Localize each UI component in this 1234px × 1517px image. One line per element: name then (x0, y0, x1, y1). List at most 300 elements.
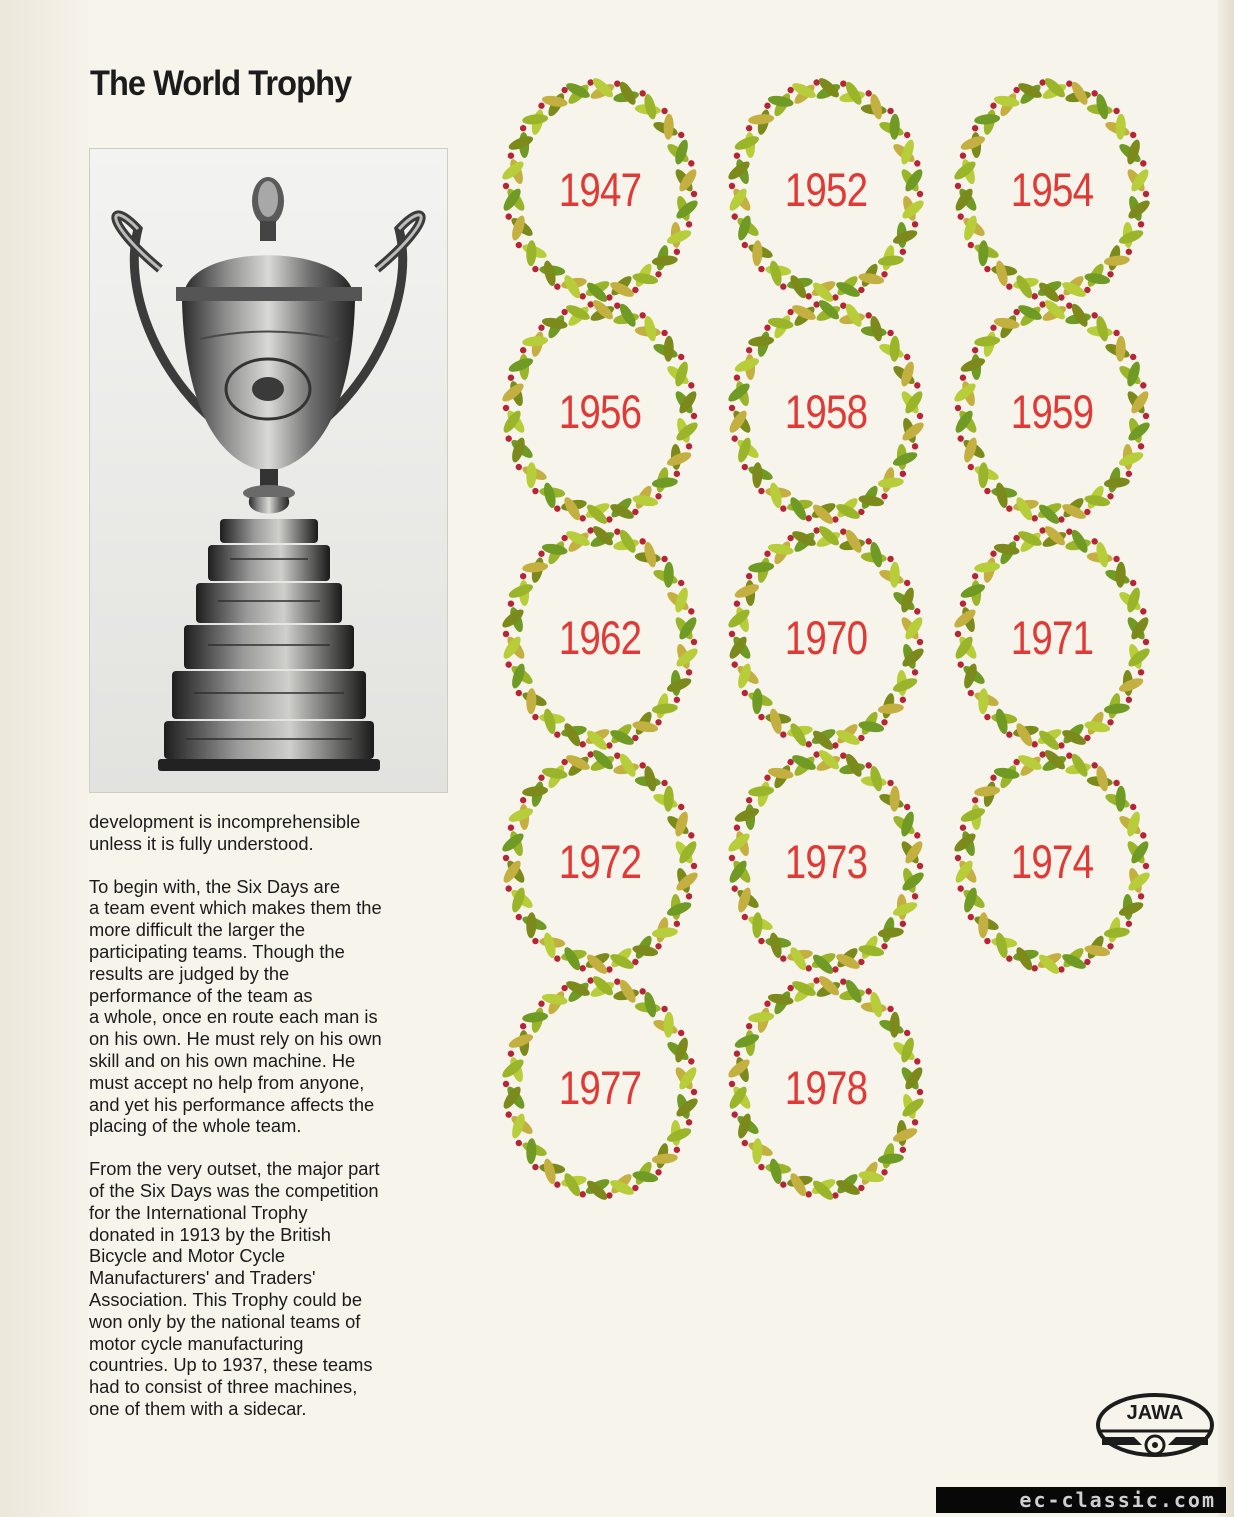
laurel-berry (1139, 159, 1147, 167)
victory-year: 1978 (784, 1061, 868, 1114)
laurel-berry (519, 124, 528, 133)
laurel-berry (505, 885, 513, 893)
laurel-berry (1066, 80, 1073, 87)
victory-year: 1972 (558, 835, 642, 888)
watermark-text: ec-classic.com (1019, 1488, 1216, 1512)
laurel-leaf (748, 561, 775, 574)
laurel-berry (503, 183, 509, 189)
laurel-berry (740, 689, 749, 698)
victory-wreath (731, 530, 921, 752)
laurel-berry (913, 159, 921, 167)
laurel-leaf (974, 113, 1001, 126)
laurel-leaf (877, 702, 904, 715)
laurel-berry (1031, 515, 1038, 522)
laurel-berry (514, 1139, 523, 1148)
laurel-berry (579, 965, 586, 972)
laurel-leaf (522, 561, 549, 574)
laurel-leaf (526, 912, 537, 938)
laurel-berry (903, 131, 912, 140)
laurel-berry (729, 405, 735, 411)
laurel-berry (1112, 778, 1121, 787)
victory-year: 1952 (784, 163, 868, 216)
laurel-leaf (522, 785, 549, 798)
laurel-leaf (889, 114, 900, 140)
laurel-berry (729, 1081, 735, 1087)
laurel-berry (1143, 413, 1149, 419)
laurel-leaf (877, 926, 904, 939)
laurel-berry (579, 515, 586, 522)
jawa-logo (1094, 1391, 1216, 1463)
laurel-berry (733, 374, 741, 382)
laurel-berry (1137, 892, 1145, 900)
laurel-leaf (877, 1152, 904, 1165)
page-title: The World Trophy (90, 64, 352, 103)
victory-wreath (731, 82, 921, 304)
text-line: participating teams. Though the (89, 940, 345, 962)
laurel-leaf (651, 476, 678, 489)
laurel-berry (983, 265, 992, 274)
laurel-berry (959, 600, 967, 608)
laurel-berry (505, 435, 513, 443)
laurel-berry (745, 1022, 754, 1031)
laurel-berry (503, 631, 509, 637)
laurel-leaf (978, 912, 989, 938)
laurel-berry (685, 442, 693, 450)
victory-wreath (505, 82, 695, 304)
laurel-berry (1112, 554, 1121, 563)
site-watermark (936, 1487, 1226, 1513)
laurel-berry (614, 302, 621, 309)
laurel-berry (966, 689, 975, 698)
laurel-berry (911, 668, 919, 676)
laurel-leaf (752, 912, 763, 938)
laurel-berry (898, 1145, 907, 1154)
laurel-berry (903, 1029, 912, 1038)
laurel-berry (685, 220, 693, 228)
victory-year: 1973 (784, 835, 868, 888)
laurel-berry (917, 191, 923, 197)
victory-wreath (505, 304, 695, 526)
laurel-berry (840, 302, 847, 309)
laurel-leaf (663, 786, 674, 812)
text-line: motor cycle manufacturing (89, 1332, 304, 1354)
laurel-berry (687, 607, 695, 615)
laurel-berry (971, 124, 980, 133)
laurel-berry (757, 713, 766, 722)
laurel-berry (531, 937, 540, 946)
laurel-berry (672, 247, 681, 256)
laurel-berry (911, 220, 919, 228)
laurel-berry (531, 265, 540, 274)
text-line: donated in 1913 by the British (89, 1223, 331, 1245)
laurel-berry (971, 572, 980, 581)
laurel-berry (1124, 247, 1133, 256)
laurel-berry (955, 183, 961, 189)
laurel-berry (729, 631, 735, 637)
laurel-berry (740, 241, 749, 250)
laurel-berry (514, 689, 523, 698)
laurel-berry (505, 661, 513, 669)
paragraph (89, 876, 461, 1138)
laurel-leaf (526, 240, 537, 266)
laurel-berry (614, 528, 621, 535)
laurel-berry (913, 831, 921, 839)
trophy-photo (89, 148, 448, 793)
laurel-berry (507, 374, 515, 382)
laurel-berry (740, 463, 749, 472)
laurel-leaf (889, 562, 900, 588)
laurel-berry (614, 752, 621, 759)
laurel-berry (691, 191, 697, 197)
laurel-leaf (748, 113, 775, 126)
page-left-margin (0, 0, 88, 1517)
laurel-leaf (748, 785, 775, 798)
laurel-berry (507, 152, 515, 160)
laurel-leaf (522, 335, 549, 348)
text-line: a whole, once en route each man is (89, 1006, 378, 1028)
laurel-berry (886, 106, 895, 115)
laurel-berry (959, 152, 967, 160)
text-line: unless it is fully understood. (89, 832, 314, 854)
laurel-berry (672, 695, 681, 704)
laurel-berry (660, 778, 669, 787)
text-line: must accept no help from anyone, (89, 1071, 365, 1093)
paragraph (89, 811, 461, 855)
text-line: From the very outset, the major part (89, 1158, 380, 1180)
laurel-berry (1137, 442, 1145, 450)
laurel-berry (983, 937, 992, 946)
laurel-leaf (1103, 254, 1130, 267)
laurel-berry (503, 1081, 509, 1087)
laurel-berry (685, 1118, 693, 1126)
laurel-berry (505, 213, 513, 221)
victory-year: 1962 (558, 611, 642, 664)
victory-year: 1947 (558, 163, 642, 216)
laurel-berry (840, 528, 847, 535)
laurel-berry (731, 213, 739, 221)
victory-wreath (957, 530, 1147, 752)
laurel-berry (1066, 528, 1073, 535)
laurel-berry (959, 374, 967, 382)
laurel-berry (514, 913, 523, 922)
laurel-leaf (651, 926, 678, 939)
laurel-berry (672, 469, 681, 478)
victory-wreath (505, 530, 695, 752)
laurel-berry (886, 554, 895, 563)
victory-wreath (731, 304, 921, 526)
text-line: had to consist of three machines, (89, 1376, 358, 1398)
laurel-leaf (1103, 702, 1130, 715)
text-line: for the International Trophy (89, 1201, 308, 1223)
laurel-berry (531, 713, 540, 722)
laurel-leaf (651, 702, 678, 715)
laurel-berry (1129, 803, 1138, 812)
laurel-berry (733, 824, 741, 832)
laurel-berry (729, 855, 735, 861)
laurel-berry (1139, 607, 1147, 615)
laurel-berry (917, 863, 923, 869)
laurel-leaf (1115, 114, 1126, 140)
laurel-berry (903, 803, 912, 812)
laurel-berry (745, 572, 754, 581)
laurel-berry (1129, 579, 1138, 588)
laurel-berry (731, 1111, 739, 1119)
laurel-berry (966, 241, 975, 250)
laurel-berry (903, 353, 912, 362)
laurel-leaf (1115, 786, 1126, 812)
laurel-leaf (663, 562, 674, 588)
laurel-berry (685, 668, 693, 676)
laurel-leaf (526, 1138, 537, 1164)
laurel-leaf (1115, 562, 1126, 588)
text-line: a team event which makes them the (89, 897, 382, 919)
laurel-berry (757, 1163, 766, 1172)
laurel-berry (579, 741, 586, 748)
laurel-berry (898, 695, 907, 704)
laurel-berry (917, 1089, 923, 1095)
laurel-berry (955, 631, 961, 637)
laurel-berry (677, 803, 686, 812)
laurel-berry (983, 487, 992, 496)
laurel-berry (531, 487, 540, 496)
laurel-leaf (526, 688, 537, 714)
laurel-leaf (663, 114, 674, 140)
victory-wreath (505, 754, 695, 976)
victory-year: 1956 (558, 385, 642, 438)
victory-year: 1977 (558, 1061, 642, 1114)
laurel-leaf (889, 336, 900, 362)
laurel-berry (1066, 302, 1073, 309)
laurel-berry (519, 572, 528, 581)
laurel-berry (687, 831, 695, 839)
laurel-berry (507, 600, 515, 608)
laurel-berry (886, 1004, 895, 1013)
laurel-berry (745, 796, 754, 805)
laurel-berry (672, 919, 681, 928)
laurel-berry (677, 1029, 686, 1038)
laurel-leaf (974, 335, 1001, 348)
laurel-berry (898, 247, 907, 256)
laurel-leaf (752, 462, 763, 488)
laurel-berry (1124, 469, 1133, 478)
laurel-berry (691, 863, 697, 869)
laurel-berry (911, 1118, 919, 1126)
laurel-berry (913, 607, 921, 615)
laurel-berry (1124, 919, 1133, 928)
laurel-berry (503, 405, 509, 411)
laurel-berry (1031, 965, 1038, 972)
laurel-berry (733, 152, 741, 160)
laurel-berry (687, 1057, 695, 1065)
laurel-berry (1137, 220, 1145, 228)
laurel-berry (805, 1191, 812, 1198)
laurel-berry (1143, 863, 1149, 869)
victory-year: 1958 (784, 385, 868, 438)
laurel-berry (957, 661, 965, 669)
laurel-berry (691, 639, 697, 645)
laurel-berry (1143, 639, 1149, 645)
text-line: more difficult the larger the (89, 919, 306, 941)
laurel-berry (614, 978, 621, 985)
laurel-leaf (978, 462, 989, 488)
text-line: development is incomprehensible (89, 811, 361, 832)
laurel-leaf (978, 688, 989, 714)
victory-year: 1954 (1010, 163, 1094, 216)
laurel-berry (957, 213, 965, 221)
laurel-berry (740, 1139, 749, 1148)
laurel-berry (1031, 293, 1038, 300)
body-text (89, 811, 461, 1441)
laurel-berry (886, 778, 895, 787)
laurel-berry (757, 487, 766, 496)
laurel-berry (1066, 752, 1073, 759)
text-line: To begin with, the Six Days are (89, 875, 340, 897)
text-line: placing of the whole team. (89, 1115, 302, 1137)
laurel-berry (660, 328, 669, 337)
laurel-berry (886, 328, 895, 337)
laurel-berry (519, 1022, 528, 1031)
victory-year: 1959 (1010, 385, 1094, 438)
laurel-leaf (974, 785, 1001, 798)
laurel-berry (913, 381, 921, 389)
laurel-berry (687, 159, 695, 167)
laurel-berry (840, 80, 847, 87)
logo-wordmark: JAWA (1126, 1402, 1184, 1424)
laurel-berry (959, 824, 967, 832)
laurel-berry (507, 824, 515, 832)
laurel-berry (579, 1191, 586, 1198)
text-line: Manufacturers' and Traders' (89, 1267, 316, 1289)
laurel-berry (1031, 741, 1038, 748)
laurel-berry (1129, 131, 1138, 140)
laurel-berry (677, 579, 686, 588)
laurel-berry (660, 106, 669, 115)
laurel-berry (514, 241, 523, 250)
laurel-leaf (663, 336, 674, 362)
laurel-berry (660, 1004, 669, 1013)
laurel-leaf (1115, 336, 1126, 362)
text-line: on his own. He must rely on his own (89, 1028, 382, 1050)
laurel-berry (955, 855, 961, 861)
laurel-leaf (877, 254, 904, 267)
text-line: one of them with a sidecar. (89, 1397, 307, 1419)
laurel-leaf (522, 1011, 549, 1024)
laurel-berry (911, 892, 919, 900)
victory-year: 1970 (784, 611, 868, 664)
laurel-berry (677, 131, 686, 140)
laurel-berry (614, 80, 621, 87)
victory-wreath (731, 754, 921, 976)
laurel-berry (733, 600, 741, 608)
text-line: skill and on his own machine. He (89, 1049, 356, 1071)
paragraph (89, 1158, 461, 1420)
laurel-leaf (978, 240, 989, 266)
laurel-berry (903, 579, 912, 588)
laurel-berry (1139, 831, 1147, 839)
laurel-berry (740, 913, 749, 922)
laurel-berry (745, 346, 754, 355)
text-line: Bicycle and Motor Cycle (89, 1245, 286, 1267)
laurel-berry (917, 413, 923, 419)
laurel-berry (685, 892, 693, 900)
laurel-berry (757, 265, 766, 274)
laurel-berry (672, 1145, 681, 1154)
laurel-leaf (974, 561, 1001, 574)
laurel-berry (805, 293, 812, 300)
laurel-berry (971, 346, 980, 355)
victory-wreath (957, 82, 1147, 304)
laurel-berry (957, 885, 965, 893)
laurel-berry (1143, 191, 1149, 197)
laurel-berry (805, 965, 812, 972)
laurel-berry (505, 1111, 513, 1119)
laurel-berry (691, 413, 697, 419)
laurel-leaf (752, 240, 763, 266)
laurel-berry (805, 741, 812, 748)
laurel-berry (733, 1050, 741, 1058)
trophy-cup-illustration (90, 149, 447, 792)
laurel-leaf (651, 1152, 678, 1165)
text-line: performance of the team as (89, 984, 313, 1006)
laurel-berry (1112, 328, 1121, 337)
laurel-berry (729, 183, 735, 189)
laurel-berry (731, 885, 739, 893)
laurel-berry (507, 1050, 515, 1058)
laurel-berry (955, 405, 961, 411)
laurel-berry (687, 381, 695, 389)
laurel-berry (1124, 695, 1133, 704)
laurel-berry (691, 1089, 697, 1095)
laurel-berry (898, 469, 907, 478)
laurel-leaf (889, 1012, 900, 1038)
victory-year: 1971 (1010, 611, 1094, 664)
laurel-berry (1112, 106, 1121, 115)
laurel-leaf (752, 688, 763, 714)
laurel-berry (519, 346, 528, 355)
laurel-leaf (526, 462, 537, 488)
laurel-leaf (748, 335, 775, 348)
laurel-berry (983, 713, 992, 722)
laurel-berry (579, 293, 586, 300)
laurel-berry (917, 639, 923, 645)
laurel-berry (1137, 668, 1145, 676)
laurel-leaf (522, 113, 549, 126)
laurel-leaf (1103, 926, 1130, 939)
text-line: won only by the national teams of (89, 1310, 361, 1332)
page-right-edge (1218, 0, 1234, 1517)
laurel-berry (840, 752, 847, 759)
laurel-berry (805, 515, 812, 522)
laurel-berry (1129, 353, 1138, 362)
laurel-berry (519, 796, 528, 805)
laurel-berry (911, 442, 919, 450)
laurel-berry (840, 978, 847, 985)
laurel-berry (731, 661, 739, 669)
laurel-berry (677, 353, 686, 362)
victory-wreath (505, 980, 695, 1202)
laurel-berry (913, 1057, 921, 1065)
laurel-berry (660, 554, 669, 563)
victory-wreath (957, 754, 1147, 976)
laurel-berry (757, 937, 766, 946)
laurel-berry (966, 463, 975, 472)
laurel-leaf (748, 1011, 775, 1024)
laurel-leaf (1103, 476, 1130, 489)
laurel-leaf (752, 1138, 763, 1164)
laurel-berry (503, 855, 509, 861)
laurel-berry (971, 796, 980, 805)
laurel-leaf (663, 1012, 674, 1038)
